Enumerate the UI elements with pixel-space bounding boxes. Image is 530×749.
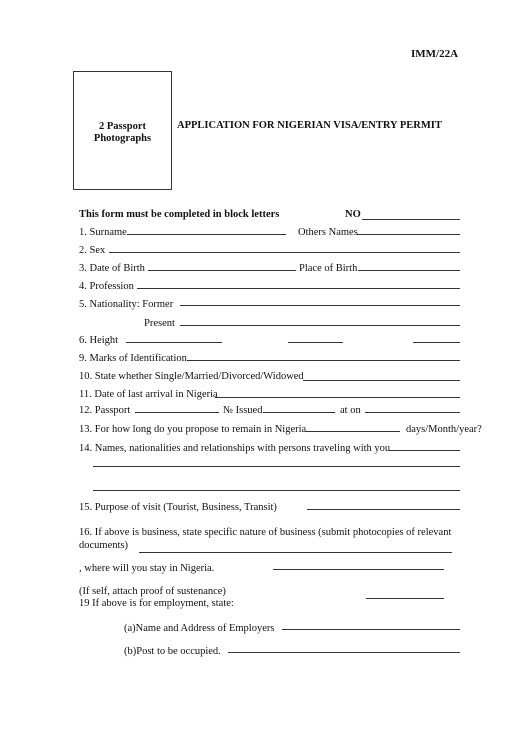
issued-field[interactable] — [263, 412, 335, 413]
sex-field[interactable] — [109, 252, 460, 253]
issued-label: № Issued — [223, 405, 263, 416]
nationality-present-label: Present — [144, 318, 175, 329]
dob-field[interactable] — [148, 270, 296, 271]
duration-label: 13. For how long do you propose to remain in Nigeria — [79, 424, 307, 435]
dob-label: 3. Date of Birth — [79, 263, 145, 274]
nationality-present-field[interactable] — [180, 325, 460, 326]
form-number-label: NO — [345, 209, 361, 220]
photo-label-line1: 2 Passport — [99, 121, 146, 132]
employer-label: (a)Name and Address of Employers — [124, 623, 275, 634]
stay-label: , where will you stay in Nigeria. — [79, 563, 215, 574]
business-label-line1: 16. If above is business, state specific nature of business (submit photocopies of relevant — [79, 527, 452, 538]
purpose-label: 15. Purpose of visit (Tourist, Business, Transit) — [79, 502, 277, 513]
pob-label: Place of Birth — [299, 263, 358, 274]
purpose-field[interactable] — [307, 509, 460, 510]
employment-label: 19 If above is for employment, state: — [79, 598, 234, 609]
form-number-field[interactable] — [362, 219, 460, 220]
companions-field-2[interactable] — [93, 466, 460, 467]
business-label-line2: documents) — [79, 540, 128, 551]
marks-label: 9. Marks of Identification — [79, 353, 187, 364]
form-title: APPLICATION FOR NIGERIAN VISA/ENTRY PERMIT — [177, 120, 442, 131]
sustenance-note: (If self, attach proof of sustenance) — [79, 586, 226, 597]
nationality-former-field[interactable] — [180, 305, 460, 306]
passport-label: 12. Passport — [79, 405, 131, 416]
post-label: (b)Post to be occupied. — [124, 646, 221, 657]
companions-label: 14. Names, nationalities and relationships with persons traveling with you — [79, 443, 391, 454]
at-on-field[interactable] — [365, 412, 460, 413]
sex-label: 2. Sex — [79, 245, 106, 256]
pob-field[interactable] — [358, 270, 460, 271]
nationality-former-label: 5. Nationality: Former — [79, 299, 174, 310]
passport-photo-box — [73, 71, 172, 190]
passport-number-field[interactable] — [135, 412, 219, 413]
profession-label: 4. Profession — [79, 281, 134, 292]
duration-field[interactable] — [305, 431, 400, 432]
employer-field[interactable] — [282, 629, 460, 630]
marital-status-label: 10. State whether Single/Married/Divorced/Widowed — [79, 371, 304, 382]
profession-field[interactable] — [137, 288, 460, 289]
height-label: 6. Height — [79, 335, 119, 346]
surname-label: 1. Surname — [79, 227, 127, 238]
marks-field[interactable] — [187, 360, 460, 361]
duration-unit-label: days/Month/year? — [406, 424, 482, 435]
photo-box-label — [74, 121, 171, 145]
stay-field[interactable] — [273, 569, 444, 570]
height-field-1[interactable] — [126, 342, 222, 343]
height-field-3[interactable] — [413, 342, 460, 343]
sustenance-field[interactable] — [366, 598, 444, 599]
post-field[interactable] — [228, 652, 460, 653]
surname-field[interactable] — [127, 234, 286, 235]
other-names-field[interactable] — [357, 234, 460, 235]
companions-field-1[interactable] — [389, 450, 460, 451]
height-field-2[interactable] — [288, 342, 343, 343]
last-arrival-label: 11. Date of last arrival in Nigeria — [79, 389, 218, 400]
photo-label-line2: Photographs — [93, 133, 152, 144]
form-code: IMM/22A — [411, 48, 459, 60]
at-on-label: at on — [340, 405, 361, 416]
last-arrival-field[interactable] — [215, 397, 460, 398]
companions-field-3[interactable] — [93, 490, 460, 491]
business-field[interactable] — [139, 552, 452, 553]
other-names-label: Others Names — [298, 227, 358, 238]
instruction-text: This form must be completed in block letters — [79, 209, 280, 220]
marital-status-field[interactable] — [303, 380, 460, 381]
